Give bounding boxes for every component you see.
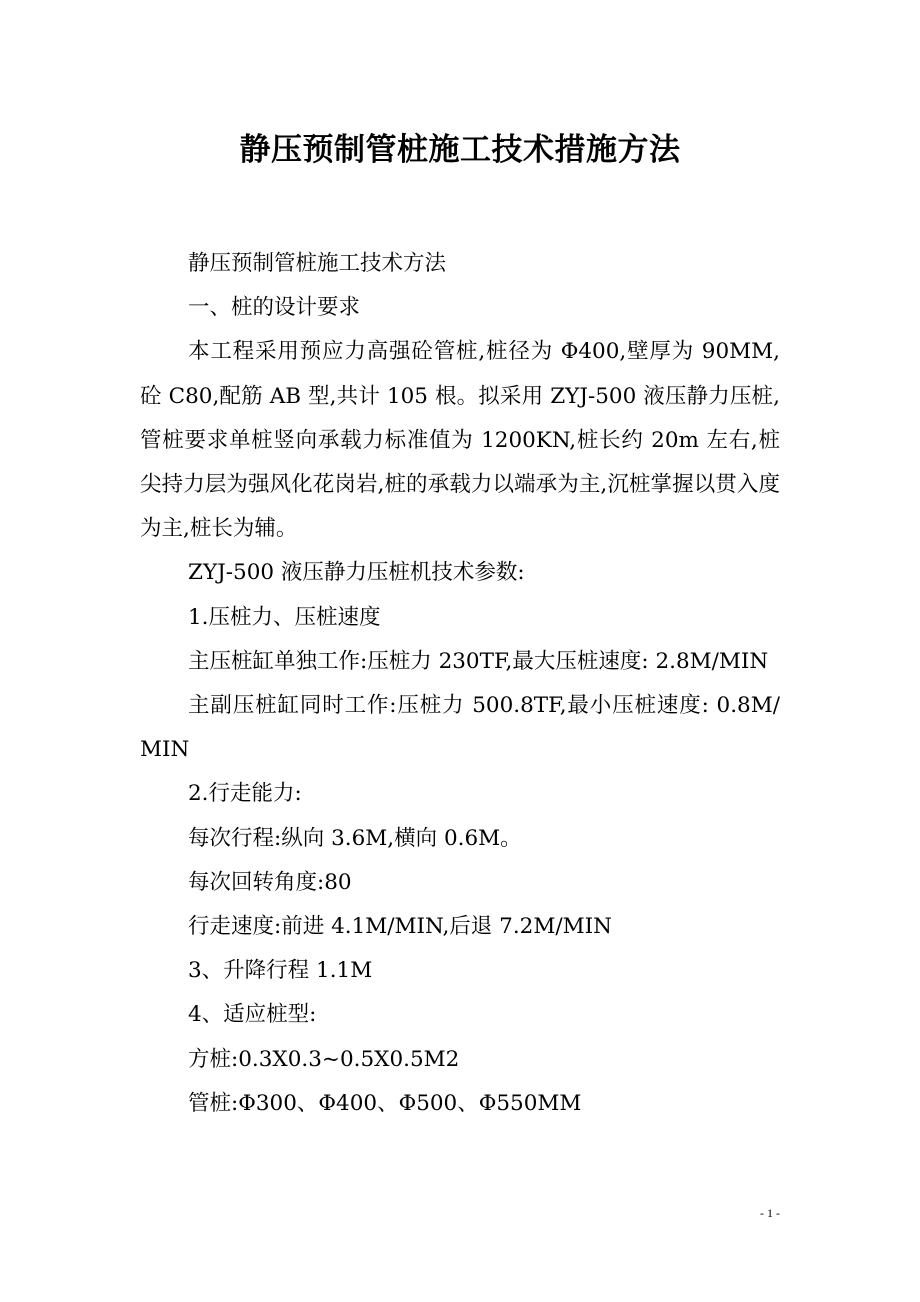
- paragraph-main-aux-cylinder: 主副压桩缸同时工作:压桩力 500.8TF,最小压桩速度: 0.8M/MIN: [140, 693, 780, 763]
- paragraph-travel-ability-heading: 2.行走能力:: [188, 781, 302, 807]
- paragraph-machine-parameters-heading: ZYJ-500 液压静力压桩机技术参数:: [188, 560, 525, 586]
- paragraph-main-cylinder: 主压桩缸单独工作:压桩力 230TF,最大压桩速度: 2.8M/MIN: [188, 648, 769, 674]
- page-number: - 1 -: [760, 1206, 780, 1220]
- document-body: [140, 242, 780, 1126]
- paragraph-travel-speed: 行走速度:前进 4.1M/MIN,后退 7.2M/MIN: [188, 914, 612, 940]
- document-title: 静压预制管桩施工技术措施方法: [239, 132, 681, 168]
- paragraph-project-description: 本工程采用预应力高强砼管桩,桩径为 Φ400,壁厚为 90MM,砼 C80,配筋 AB 型,共计 105 根。拟采用 ZYJ-500 液压静力压桩,管桩要求单桩竖向承载力标准值为 1200KN,桩长约 20m 左右,桩尖持力层为强风化花岗岩,桩的承载力以端承为主,沉桩掌握以贯入度为主,桩长为辅。: [140, 339, 780, 542]
- paragraph-pressing-force-heading: 1.压桩力、压桩速度: [188, 604, 381, 630]
- section-heading-design-requirements: 一、桩的设计要求: [188, 295, 361, 321]
- paragraph-lift-stroke: 3、升降行程 1.1M: [188, 958, 373, 984]
- paragraph-rotation-angle: 每次回转角度:80: [188, 869, 352, 895]
- section-heading-main: 静压预制管桩施工技术方法: [188, 251, 447, 276]
- paragraph-travel-stroke: 每次行程:纵向 3.6M,横向 0.6M。: [188, 825, 522, 851]
- paragraph-square-pile: 方桩:0.3X0.3~0.5X0.5M2: [188, 1046, 460, 1072]
- paragraph-pile-types-heading: 4、适应桩型:: [188, 1002, 317, 1028]
- paragraph-pipe-pile: 管桩:Φ300、Φ400、Φ500、Φ550MM: [188, 1090, 582, 1116]
